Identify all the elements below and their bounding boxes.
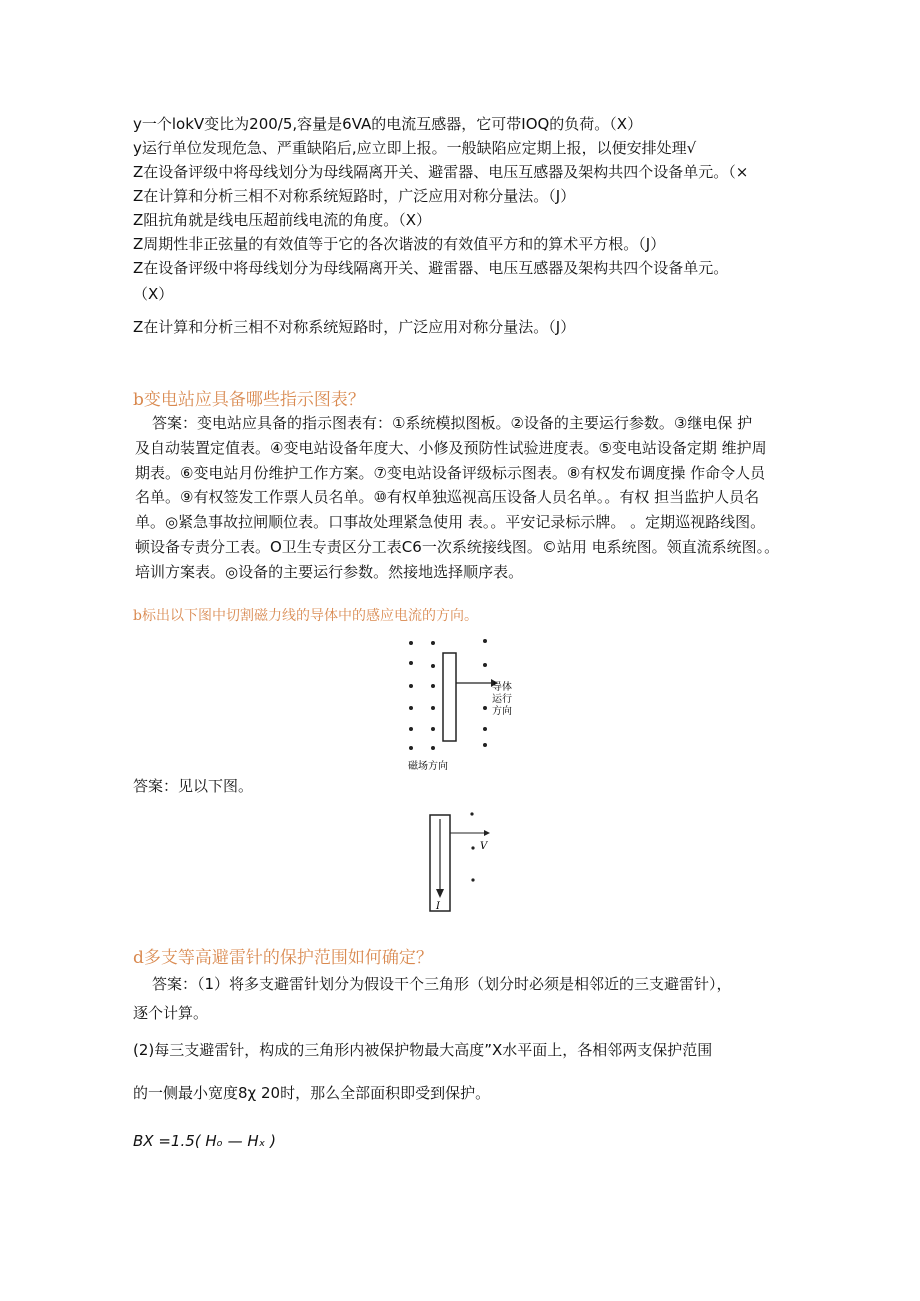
answer-block	[135, 411, 805, 585]
formula: BX =1.5( Hₒ — Hₓ )	[133, 1132, 276, 1150]
answer-line: 答案：（1）将多支避雷针划分为假设干个三角形（划分时必须是相邻近的三支避雷针），	[152, 975, 732, 993]
judgment-line: y运行单位发现危急、严重缺陷后,应立即上报。一般缺陷应定期上报，以便安排处理√	[133, 139, 697, 157]
question-heading: b标出以下图中切割磁力线的导体中的感应电流的方向。	[133, 608, 478, 624]
answer-line: 培训方案表。◎设备的主要运行参数。然接地选择顺序表。	[135, 562, 524, 581]
motion-label: 导体	[492, 682, 512, 693]
question-heading: d多支等高避雷针的保护范围如何确定？	[133, 948, 433, 968]
answer-line: 名单。⑨有权签发工作票人员名单。⑩有权单独巡视高压设备人员名单。。有权 担当监护人员名	[135, 488, 760, 507]
answer-line: 顿设备专责分工表。O卫生专责区分工表C6一次系统接线图。©站用 电系统图。领直流系统图。。	[135, 537, 780, 556]
field-dots	[409, 639, 487, 750]
conductor-field-figure	[398, 633, 528, 773]
answer-line: 逐个计算。	[133, 1004, 209, 1022]
field-dots	[470, 812, 474, 881]
answer-line: 单。◎紧急事故拉闸顺位表。口事故处理紧急使用 表。。平安记录标示牌。 。定期巡视路线图。	[135, 513, 766, 532]
current-label: I	[436, 901, 440, 912]
motion-label: 方向	[492, 706, 512, 717]
answer-figure-svg	[420, 805, 500, 917]
field-label: 磁场方向	[408, 761, 448, 772]
arrowhead-icon	[436, 889, 444, 898]
motion-label: 运行	[492, 694, 512, 705]
judgment-line: Z周期性非正弦量的有效值等于它的各次谐波的有效值平方和的算术平方根。（J）	[133, 235, 666, 253]
answer-line: 答案：变电站应具备的指示图表有：①系统模拟图板。②设备的主要运行参数。③继电保 护	[152, 414, 753, 432]
judgment-line: Z阻抗角就是线电压超前线电流的角度。（X）	[133, 211, 432, 229]
answer-line: 及自动装置定值表。④变电站设备年度大、小修及预防性试验进度表。⑤变电站设备定期 维护周	[135, 438, 767, 457]
figure-svg	[398, 633, 528, 773]
judgment-line: Z在设备评级中将母线划分为母线隔离开关、避雷器、电压互感器及架构共四个设备单元。	[133, 259, 729, 277]
velocity-label: V	[480, 841, 488, 852]
answer-line: 期表。⑥变电站月份维护工作方案。⑦变电站设备评级标示图表。⑧有权发布调度操 作命令人员	[135, 463, 766, 482]
judgment-line: y一个lokV变比为200/5,容量是6VA的电流互感器，它可带IOQ的负荷。（X）	[133, 115, 643, 133]
judgment-line: Z在设备评级中将母线划分为母线隔离开关、避雷器、电压互感器及架构共四个设备单元。（×	[133, 163, 749, 181]
judgment-line: Z在计算和分析三相不对称系统短路时，广泛应用对称分量法。（J）	[133, 187, 576, 205]
arrowhead-icon	[484, 830, 490, 836]
answer-line: (2)每三支避雷针，构成的三角形内被保护物最大高度”X水平面上，各相邻两支保护范围	[133, 1041, 713, 1059]
answer-figure	[420, 805, 500, 917]
answer-line: 的一侧最小宽度8χ 20时，那么全部面积即受到保护。	[133, 1084, 491, 1102]
judgment-line: Z在计算和分析三相不对称系统短路时，广泛应用对称分量法。（J）	[133, 318, 576, 336]
conductor-bar	[443, 653, 456, 741]
judgment-line: （X）	[133, 285, 174, 303]
question-heading: b变电站应具备哪些指示图表？	[133, 390, 365, 410]
answer-text: 答案：见以下图。	[133, 777, 254, 795]
